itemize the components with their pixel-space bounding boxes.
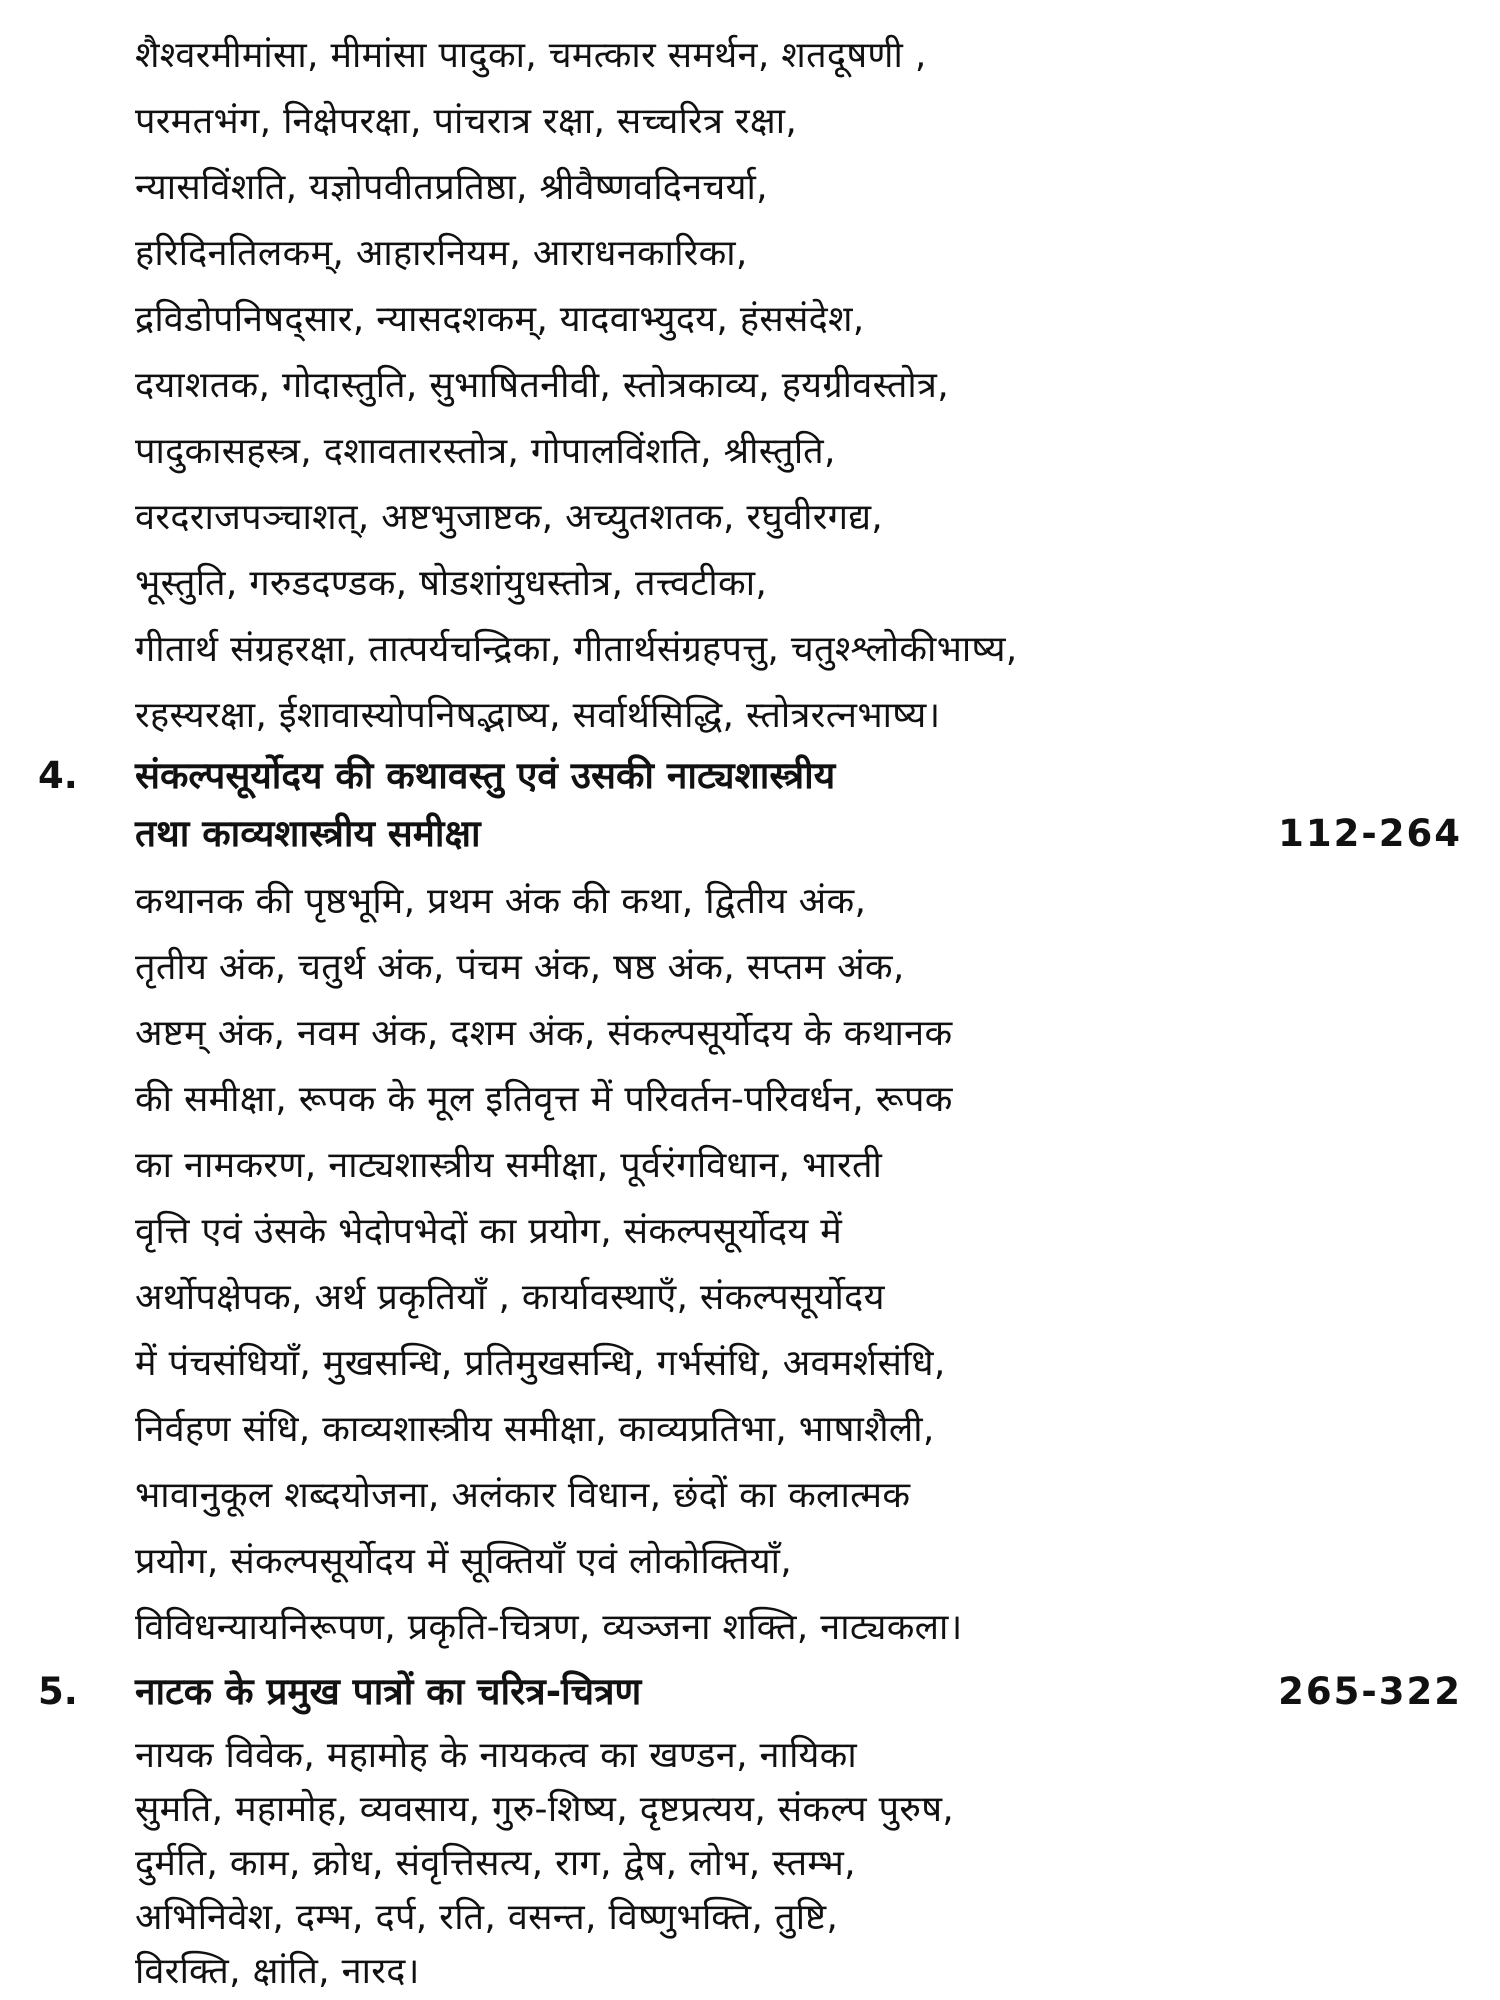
- chapter-4-line-9: निर्वहण संधि, काव्यशास्त्रीय समीक्षा, काव्यप्रतिभा, भाषाशैली,: [135, 1409, 935, 1450]
- chapter-4-title-line-1: संकल्पसूर्योदय की कथावस्तु एवं उसकी नाट्यशास्त्रीय: [135, 754, 836, 797]
- intro-line-8: वरदराजपञ्चाशत्, अष्टभुजाष्टक, अच्युतशतक, रघुवीरगद्य,: [135, 497, 884, 538]
- chapter-4-title-line-2: तथा काव्यशास्त्रीय समीक्षा: [135, 812, 481, 855]
- chapter-5-page-range: 265-322: [1278, 1670, 1462, 1713]
- intro-line-2: परमतभंग, निक्षेपरक्षा, पांचरात्र रक्षा, सच्चरित्र रक्षा,: [135, 101, 798, 142]
- chapter-5-line-5: विरक्ति, क्षांति, नारद।: [135, 1951, 420, 1992]
- intro-line-5: द्रविडोपनिषद्सार, न्यासदशकम्, यादवाभ्युदय, हंससंदेश,: [135, 299, 865, 340]
- chapter-4-line-1: कथानक की पृष्ठभूमि, प्रथम अंक की कथा, द्वितीय अंक,: [135, 881, 867, 922]
- chapter-4-line-4: की समीक्षा, रूपक के मूल इतिवृत्त में परिवर्तन-परिवर्धन, रूपक: [135, 1079, 953, 1120]
- chapter-5-number: 5.: [38, 1670, 78, 1713]
- chapter-4-line-3: अष्टम् अंक, नवम अंक, दशम अंक, संकल्पसूर्योदय के कथानक: [135, 1013, 953, 1054]
- chapter-4-line-6: वृत्ति एवं उंसके भेदोपभेदों का प्रयोग, संकल्पसूर्योदय में: [135, 1211, 843, 1252]
- intro-line-1: शैश्वरमीमांसा, मीमांसा पादुका, चमत्कार समर्थन, शतदूषणी ,: [135, 35, 927, 76]
- chapter-5-line-3: दुर्मति, काम, क्रोध, संवृत्तिसत्य, राग, द्वेष, लोभ, स्तम्भ,: [135, 1843, 856, 1884]
- chapter-5-line-4: अभिनिवेश, दम्भ, दर्प, रति, वसन्त, विष्णुभक्ति, तुष्टि,: [135, 1897, 839, 1938]
- chapter-5-title: नाटक के प्रमुख पात्रों का चरित्र-चित्रण: [135, 1670, 642, 1713]
- chapter-4-line-12: विविधन्यायनिरूपण, प्रकृति-चित्रण, व्यञ्जना शक्ति, नाट्यकला।: [135, 1607, 963, 1648]
- intro-line-7: पादुकासहस्त्र, दशावतारस्तोत्र, गोपालविंशति, श्रीस्तुति,: [135, 431, 836, 472]
- intro-line-9: भूस्तुति, गरुडदण्डक, षोडशांयुधस्तोत्र, तत्त्वटीका,: [135, 563, 768, 604]
- chapter-4-page-range: 112-264: [1278, 812, 1462, 855]
- chapter-4-line-2: तृतीय अंक, चतुर्थ अंक, पंचम अंक, षष्ठ अंक, सप्तम अंक,: [135, 947, 905, 988]
- intro-line-4: हरिदिनतिलकम्, आहारनियम, आराधनकारिका,: [135, 233, 748, 274]
- chapter-4-line-11: प्रयोग, संकल्पसूर्योदय में सूक्तियाँ एवं लोकोक्तियाँ,: [135, 1541, 793, 1582]
- intro-line-11: रहस्यरक्षा, ईशावास्योपनिषद्भाष्य, सर्वार्थसिद्धि, स्तोत्ररत्नभाष्य।: [135, 695, 941, 736]
- chapter-4-line-10: भावानुकूल शब्दयोजना, अलंकार विधान, छंदों का कलात्मक: [135, 1475, 911, 1516]
- chapter-5-line-2: सुमति, महामोह, व्यवसाय, गुरु-शिष्य, दृष्टप्रत्यय, संकल्प पुरुष,: [135, 1789, 955, 1830]
- chapter-4-line-5: का नामकरण, नाट्यशास्त्रीय समीक्षा, पूर्वरंगविधान, भारती: [135, 1145, 883, 1186]
- chapter-4-line-7: अर्थोपक्षेपक, अर्थ प्रकृतियाँ , कार्यावस्थाएँ, संकल्पसूर्योदय: [135, 1277, 885, 1318]
- intro-line-10: गीतार्थ संग्रहरक्षा, तात्पर्यचन्द्रिका, गीतार्थसंग्रहपत्तु, चतुश्श्लोकीभाष्य,: [135, 629, 1018, 670]
- chapter-4-number: 4.: [38, 754, 78, 797]
- intro-line-3: न्यासविंशति, यज्ञोपवीतप्रतिष्ठा, श्रीवैष्णवदिनचर्या,: [135, 167, 768, 208]
- intro-line-6: दयाशतक, गोदास्तुति, सुभाषितनीवी, स्तोत्रकाव्य, हयग्रीवस्तोत्र,: [135, 365, 949, 406]
- chapter-4-line-8: में पंचसंधियाँ, मुखसन्धि, प्रतिमुखसन्धि, गर्भसंधि, अवमर्शसंधि,: [135, 1343, 946, 1384]
- chapter-5-line-1: नायक विवेक, महामोह के नायकत्व का खण्डन, नायिका: [135, 1735, 857, 1776]
